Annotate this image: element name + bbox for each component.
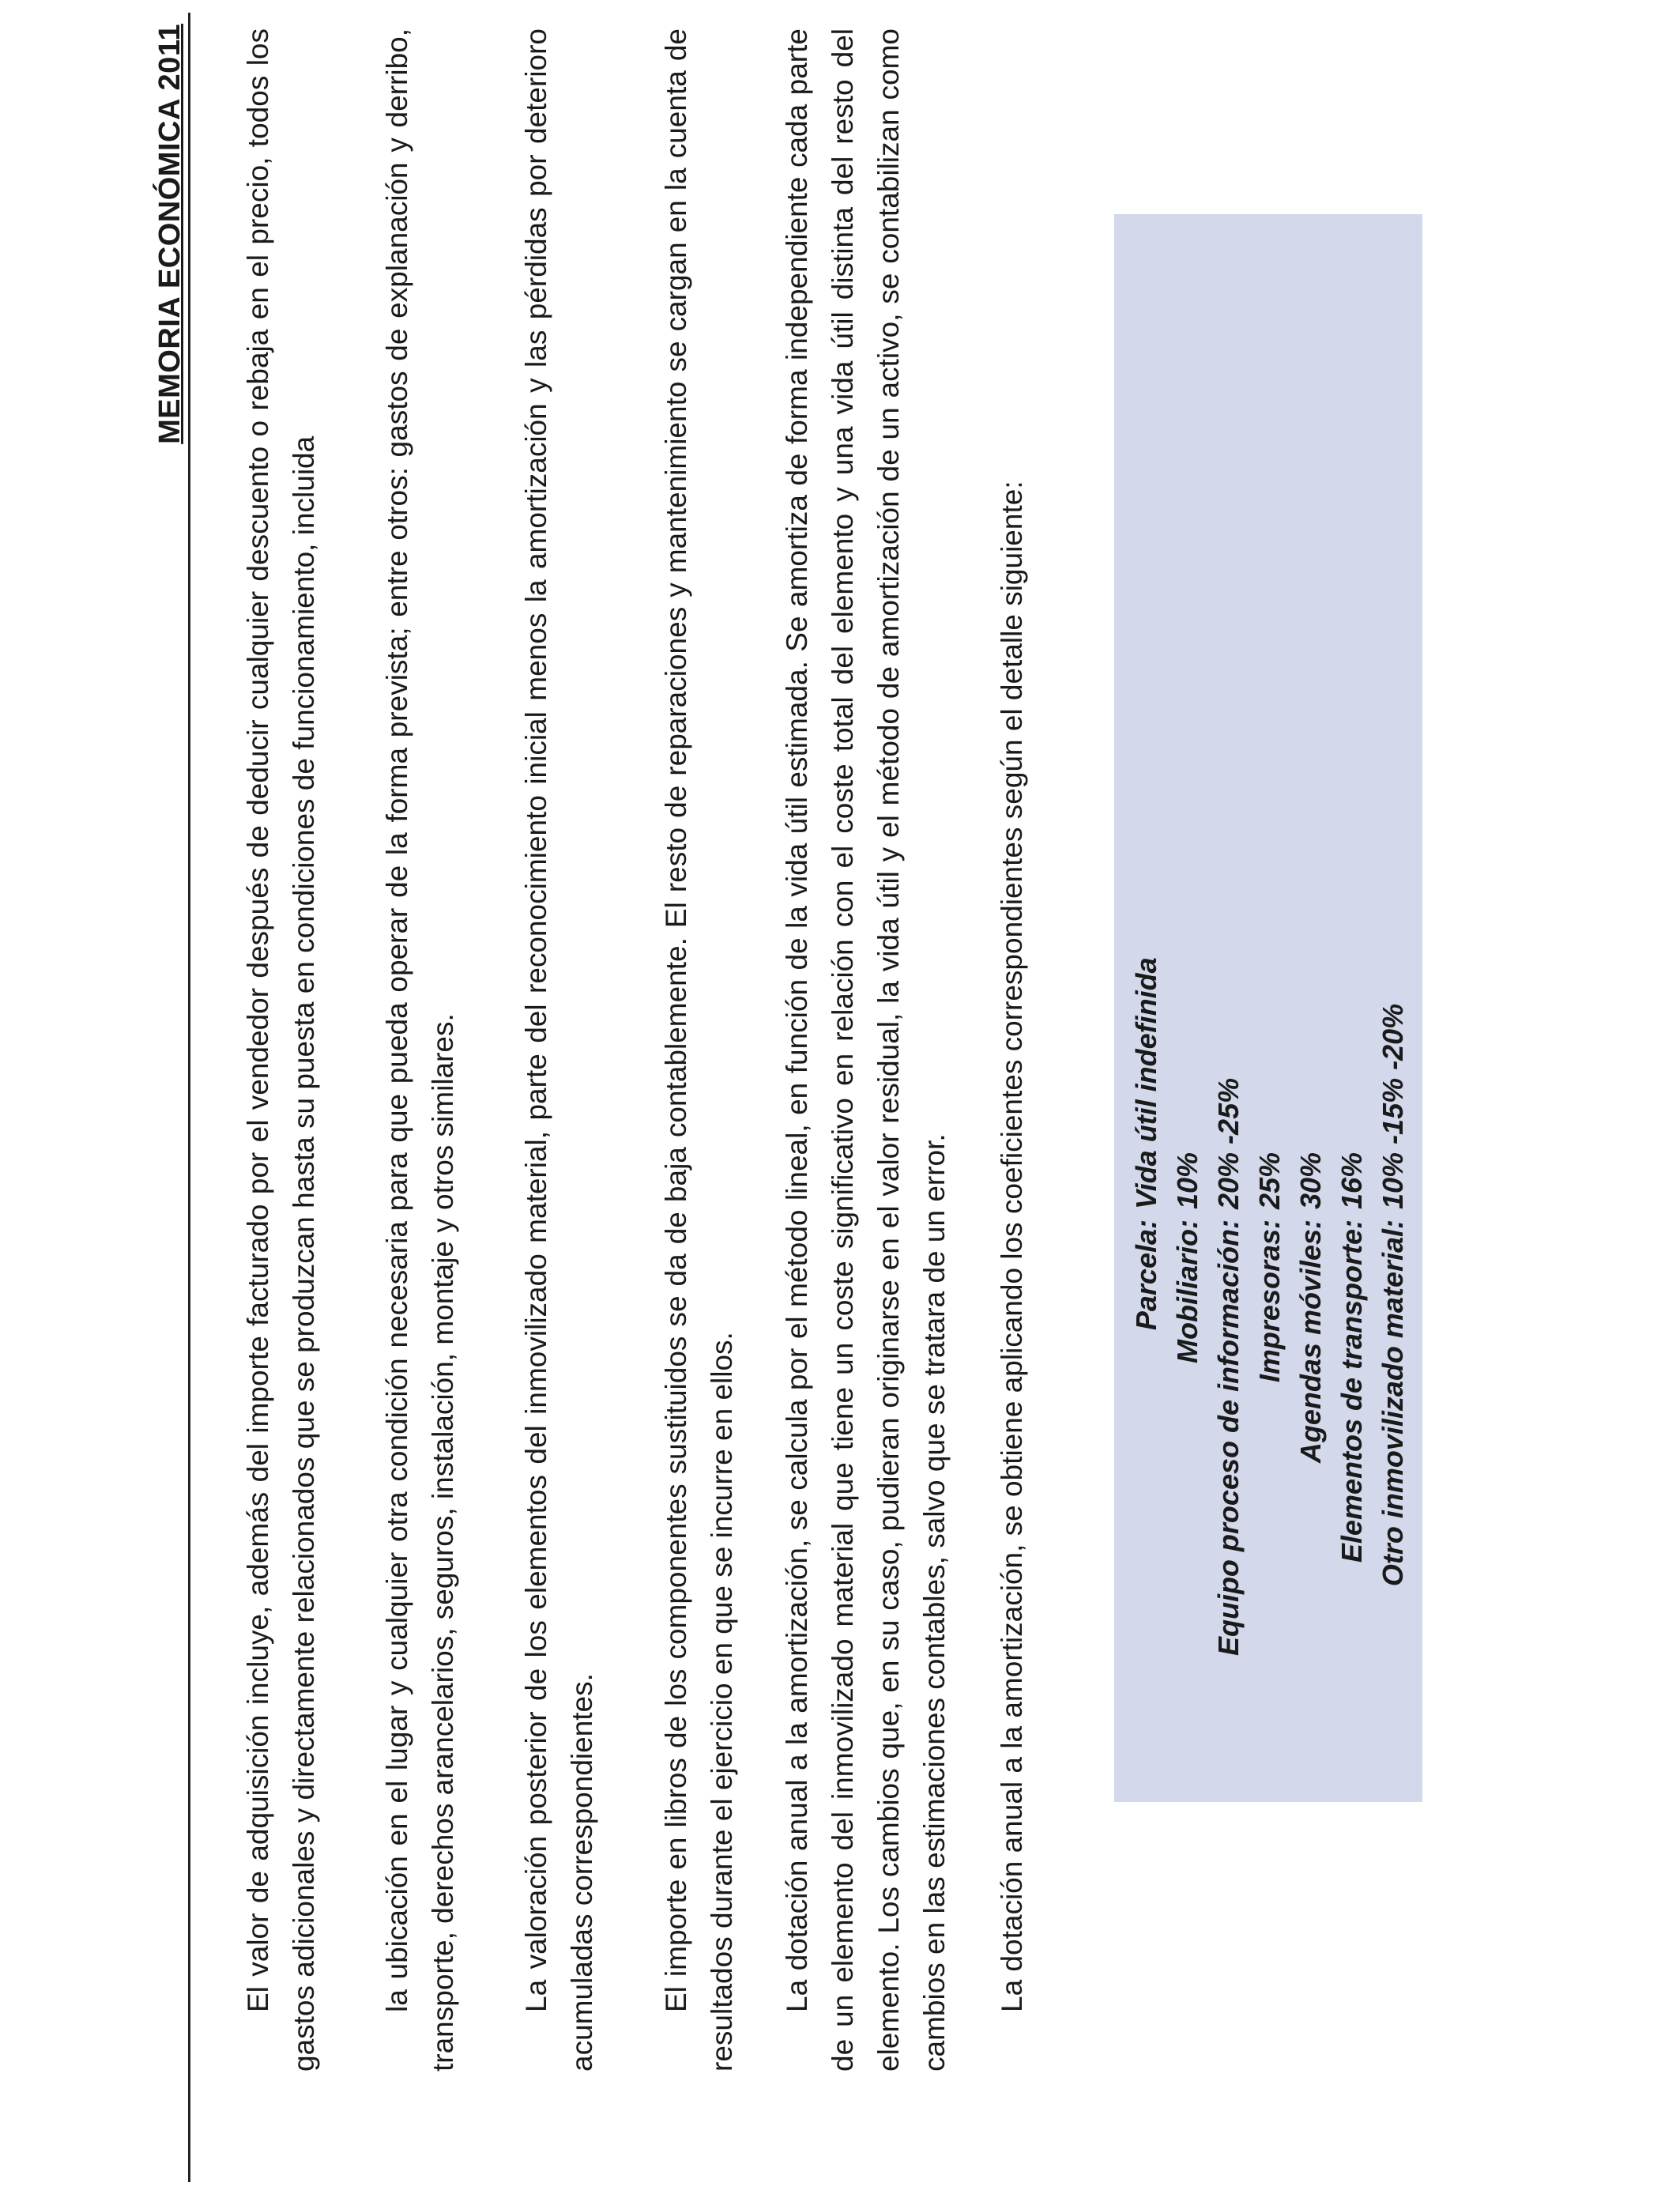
rate-row: [1377, 214, 1416, 1802]
rate-label: Elementos de transporte:: [1335, 1220, 1368, 1563]
paragraph-annual-depreciation: La dotación anual a la amortización, se calcula por el método lineal, en función de la vida útil estimada. Se amortiza de forma independiente cada parte de un elemento del inmovilizado material que tiene un coste significativo en relación con el coste total del elemento y una vida útil distinta del resto del elemento. Los cambios que, en su caso, pudieran originarse en el valor residual, la vida útil y el método de amortización de un activo, se contabilizan como cambios en las estimaciones contables, salvo que se tratara de un error.: [781, 28, 951, 2071]
depreciation-rates-box: [1114, 214, 1422, 1802]
rate-row: [1130, 214, 1170, 1802]
rate-row: [1212, 214, 1252, 1802]
rate-row: [1294, 214, 1334, 1802]
rate-value: 20% -25%: [1212, 1077, 1245, 1209]
paragraph-replaced-components: El importe en libros de los componentes sustituidos se da de baja contablemente. El resto de reparaciones y mantenimiento se cargan en la cuenta de resultados durante el ejercicio en que se incurre en ellos.: [660, 28, 738, 2071]
paragraph-acquisition-value: El valor de adquisición incluye, además del importe facturado por el vendedor después de deducir cualquier descuento o rebaja en el precio, todos los gastos adicionales y directamente relacionados que se produzcan hasta su puesta en condiciones de funcionamiento, incluida: [242, 28, 320, 2071]
rate-label: Impresoras:: [1253, 1220, 1286, 1383]
header-divider: [188, 13, 190, 2182]
paragraph-location-conditions: la ubicación en el lugar y cualquier otra condición necesaria para que pueda operar de la forma prevista; entre otros: gastos de explanación y derribo, transporte, derechos arancelarios, seguros, instalación, montaje y otros similares.: [381, 28, 459, 2071]
rate-label: Equipo proceso de información:: [1212, 1220, 1245, 1657]
document-title: MEMORIA ECONÓMICA 2011: [153, 24, 186, 444]
rate-value: 10% -15% -20%: [1377, 1003, 1409, 1209]
rate-value: Vida útil indefinida: [1130, 957, 1162, 1209]
rate-label: Parcela:: [1130, 1220, 1162, 1331]
rate-value: 16%: [1335, 1152, 1368, 1209]
rate-label: Otro inmovilizado material:: [1377, 1220, 1409, 1587]
rate-value: 25%: [1253, 1152, 1286, 1209]
rate-value: 30%: [1294, 1152, 1327, 1209]
rate-value: 10%: [1171, 1152, 1203, 1209]
rate-row: [1171, 214, 1211, 1802]
rate-row: [1335, 214, 1375, 1802]
paragraph-subsequent-valuation: La valoración posterior de los elementos del inmovilizado material, parte del reconocimiento inicial menos la amortización y las pérdidas por deterioro acumuladas correspondientes.: [520, 28, 598, 2071]
rate-row: [1253, 214, 1293, 1802]
rate-label: Agendas móviles:: [1294, 1220, 1327, 1464]
paragraph-coefficients-intro: La dotación anual a la amortización, se obtiene aplicando los coeficientes correspondientes según el detalle siguiente:: [996, 481, 1028, 2012]
rate-label: Mobiliario:: [1171, 1220, 1203, 1363]
